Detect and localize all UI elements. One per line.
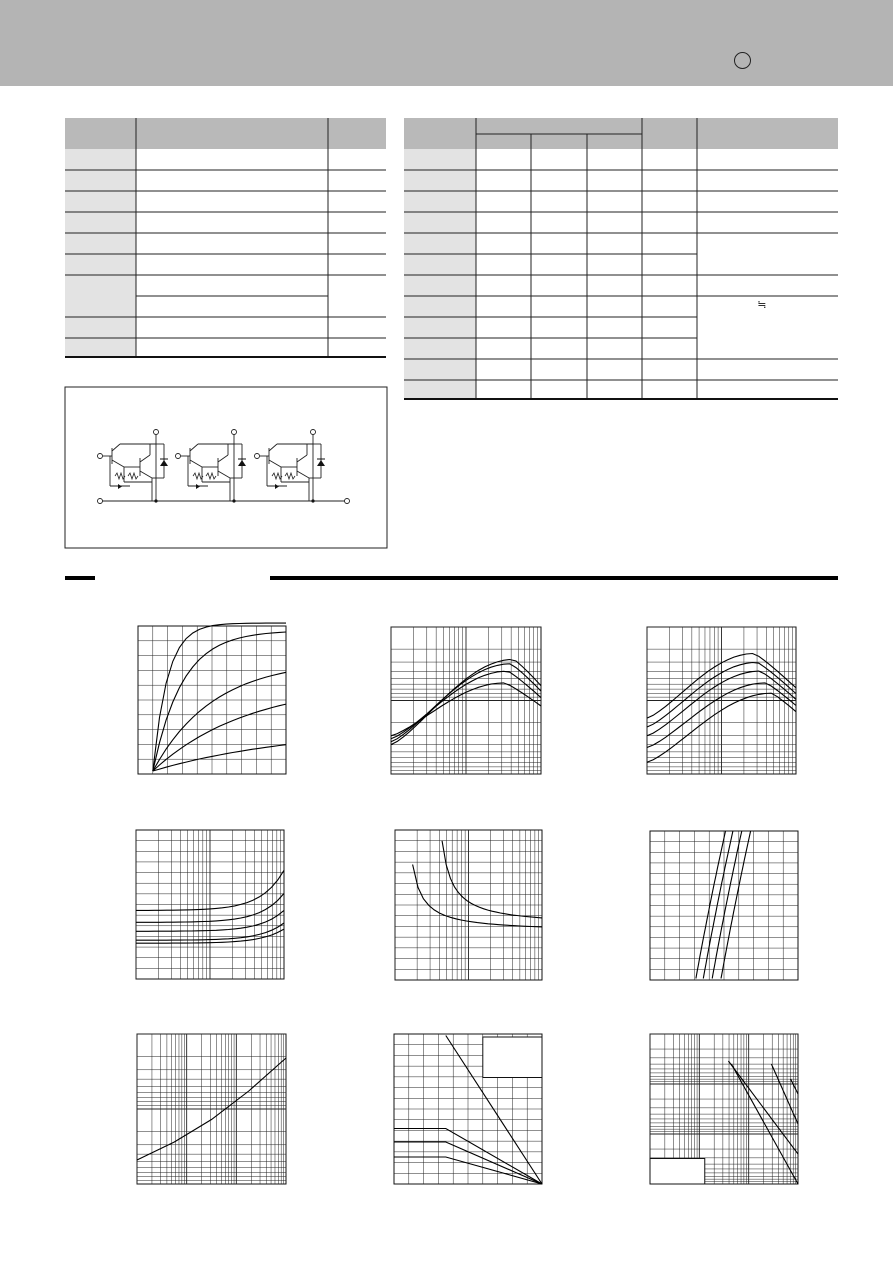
approx-equal-symbol: ≒ — [757, 298, 767, 311]
characteristics-table — [404, 118, 838, 399]
darlington-stage-3 — [255, 430, 326, 503]
ratings-table-header — [65, 118, 386, 149]
ratings-table-symbol-column — [65, 149, 136, 357]
diode-icon — [160, 460, 168, 466]
darlington-stage-1 — [98, 430, 169, 503]
diode-icon — [118, 484, 122, 489]
characteristics-table-symbol-column — [404, 149, 476, 399]
characteristic-charts — [136, 623, 798, 1184]
chart-9 — [650, 1034, 798, 1184]
chart-7 — [137, 1034, 286, 1184]
resistor-icon — [128, 473, 138, 479]
chart-1 — [138, 623, 286, 774]
resistor-icon — [115, 473, 125, 479]
chart-5 — [395, 830, 542, 980]
equivalent-circuit — [65, 387, 387, 548]
section-divider — [65, 576, 838, 580]
darlington-stage-2 — [176, 430, 247, 503]
ratings-table — [65, 118, 386, 357]
chart-legend-box — [650, 1159, 705, 1185]
chart-2 — [391, 627, 541, 774]
chart-4 — [136, 830, 284, 979]
chart-8 — [394, 1034, 542, 1184]
chart-legend-box — [483, 1037, 542, 1078]
chart-6 — [650, 831, 798, 980]
chart-3 — [647, 627, 796, 774]
